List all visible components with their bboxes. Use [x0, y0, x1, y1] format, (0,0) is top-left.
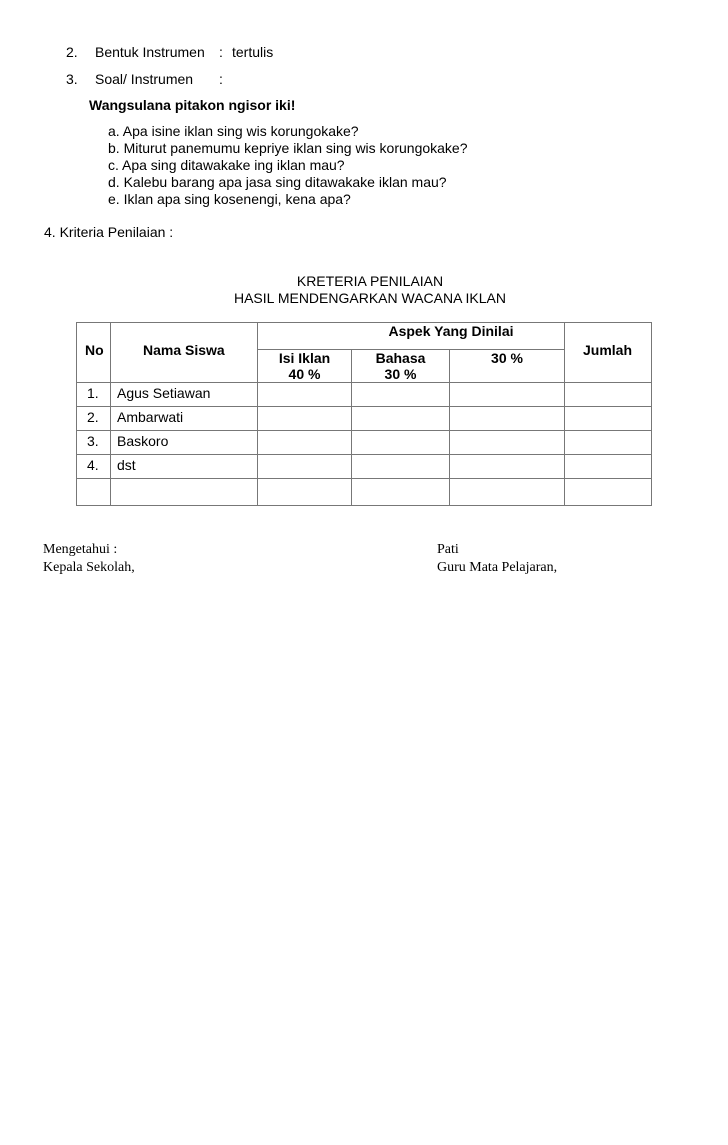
question-number: 3.	[66, 71, 78, 87]
row-no: 2.	[87, 409, 99, 425]
instrument-separator: :	[219, 44, 223, 60]
row-name: dst	[117, 457, 136, 473]
row-no: 4.	[87, 457, 99, 473]
instrument-label: Bentuk Instrumen	[95, 44, 205, 60]
aspect-weight: 30 %	[491, 350, 523, 366]
aspect-name: Bahasa	[375, 350, 426, 366]
row-name	[111, 479, 257, 481]
question-item: b. Miturut panemumu kepriye iklan sing wis korungokake?	[108, 140, 468, 156]
question-item: d. Kalebu barang apa jasa sing ditawakake iklan mau?	[108, 174, 447, 190]
table-row	[77, 479, 652, 506]
assessment-table	[76, 322, 652, 506]
aspect-name: Isi Iklan	[278, 350, 331, 366]
signature-left-line2: Kepala Sekolah,	[43, 560, 135, 575]
question-item: a. Apa isine iklan sing wis korungokake?	[108, 123, 359, 139]
instrument-value: tertulis	[232, 44, 274, 60]
aspect-cell	[352, 350, 450, 383]
question-separator: :	[219, 71, 223, 87]
header-no-cell	[77, 323, 111, 383]
header-name-cell	[111, 323, 258, 383]
signature-left-line1: Mengetahui :	[43, 542, 118, 557]
row-no: 3.	[87, 433, 99, 449]
signature-right-line2: Guru Mata Pelajaran,	[437, 560, 558, 575]
signature-right-line1: Pati	[437, 542, 459, 557]
table-row	[77, 431, 652, 455]
header-no: No	[85, 342, 104, 358]
aspect-cell	[450, 350, 565, 383]
aspect-weight: 40 %	[288, 366, 321, 382]
header-aspect-cell	[258, 323, 565, 350]
table-title-line2: HASIL MENDENGARKAN WACANA IKLAN	[233, 290, 507, 306]
criteria-heading: 4. Kriteria Penilaian :	[44, 224, 174, 240]
header-total-cell	[565, 323, 652, 383]
table-row	[77, 407, 652, 431]
aspect-cell	[258, 350, 352, 383]
row-name: Agus Setiawan	[117, 385, 211, 401]
question-item: c. Apa sing ditawakake ing iklan mau?	[108, 157, 345, 173]
header-name: Nama Siswa	[143, 342, 225, 358]
header-aspect: Aspek Yang Dinilai	[388, 323, 514, 339]
question-label: Soal/ Instrumen	[95, 71, 194, 87]
aspect-weight: 30 %	[384, 366, 417, 382]
header-total: Jumlah	[583, 342, 633, 358]
row-name: Ambarwati	[117, 409, 184, 425]
row-name: Baskoro	[117, 433, 169, 449]
instruction-text: Wangsulana pitakon ngisor iki!	[89, 97, 296, 113]
instrument-number: 2.	[66, 44, 78, 60]
row-no: 1.	[87, 385, 99, 401]
row-no	[77, 479, 110, 481]
table-row	[77, 383, 652, 407]
table-title-line1: KRETERIA PENILAIAN	[296, 273, 444, 289]
table-row	[77, 455, 652, 479]
question-item: e. Iklan apa sing kosenengi, kena apa?	[108, 191, 351, 207]
